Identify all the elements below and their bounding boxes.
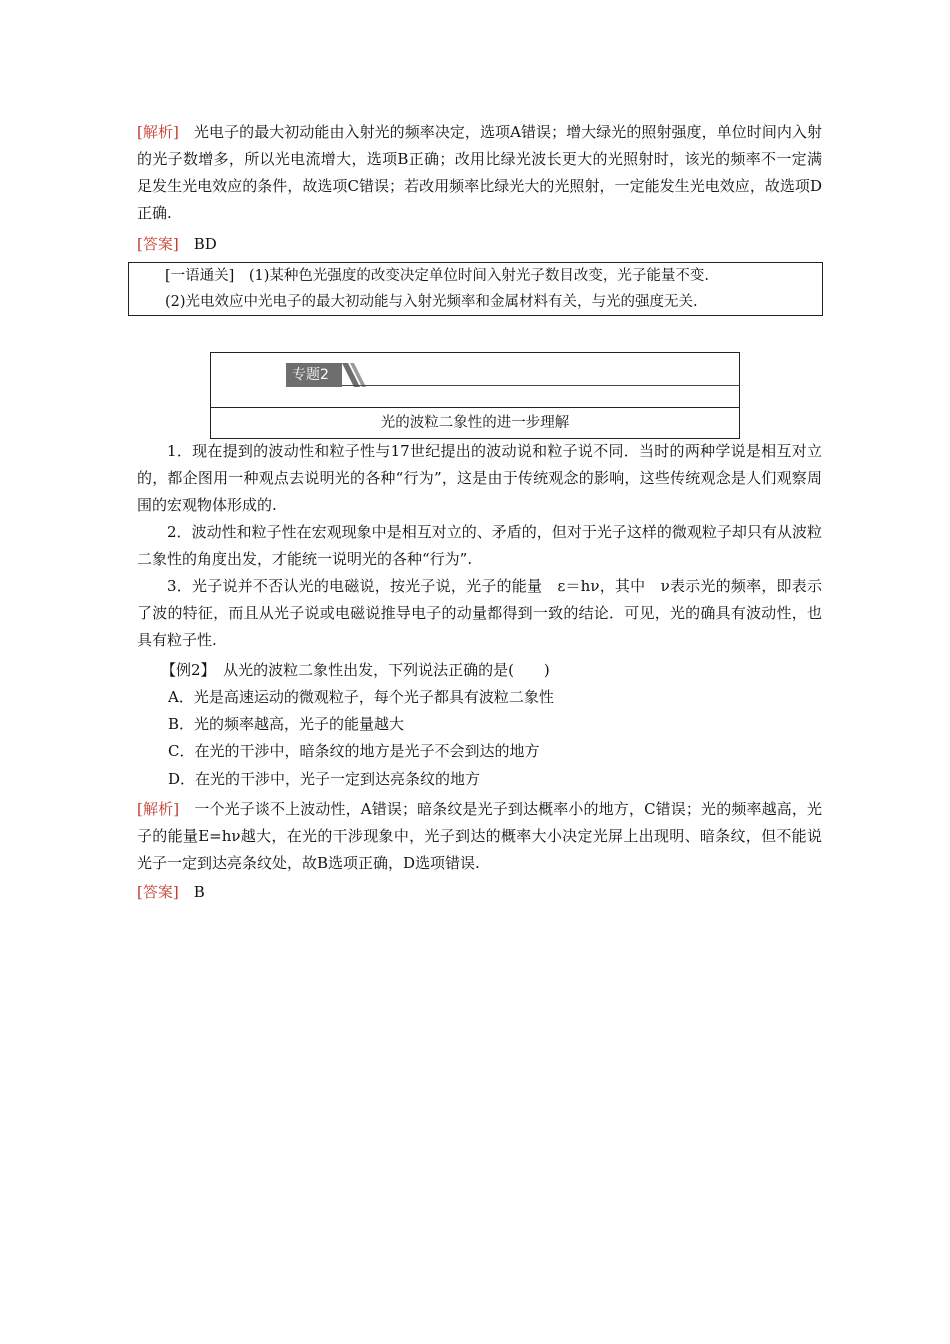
analysis-1: [137, 119, 822, 227]
answer-value: B: [193, 883, 205, 901]
summary-line-2: (2)光电效应中光电子的最大初动能与入射光频率和金属材料有关，与光的强度无关.: [165, 294, 698, 310]
analysis-text: 光电子的最大初动能由入射光的频率决定，选项A错误；增大绿光的照射强度，单位时间内入射的光子数增多，所以光电流增大，选项B正确；改用比绿光波长更大的光照射时，该光的频率不一定满足发生光电效应的条件，故选项C错误；若改用频率比绿光大的光照射，一定能发生光电效应，故选项D正确.: [137, 123, 822, 222]
analysis-2: [137, 796, 822, 877]
answer-1: [137, 231, 822, 258]
example-question: 从光的波粒二象性出发，下列说法正确的是( ): [223, 661, 550, 679]
analysis-tag: [解析]: [137, 123, 179, 141]
point-1: 1．现在提到的波动性和粒子性与17世纪提出的波动说和粒子说不同．当时的两种学说是相互对立的，都企图用一种观点去说明光的各种“行为”，这是由于传统观念的影响，这些传统观念是人们观察周围的宏观物体形成的.: [137, 442, 822, 514]
summary-tag: [一语通关]: [165, 268, 235, 284]
option-c: C．在光的干涉中，暗条纹的地方是光子不会到达的地方: [168, 742, 540, 760]
topic-title: 光的波粒二象性的进一步理解: [211, 407, 739, 439]
stripe-icon: [342, 363, 368, 387]
answer-tag: [答案]: [137, 883, 179, 901]
option-d: D．在光的干涉中，光子一定到达亮条纹的地方: [168, 770, 481, 788]
answer-2: [137, 879, 822, 906]
analysis-tag: [解析]: [137, 800, 180, 818]
option-a: A．光是高速运动的微观粒子，每个光子都具有波粒二象性: [168, 688, 554, 706]
summary-box: [128, 262, 823, 316]
point-2: 2．波动性和粒子性在宏观现象中是相互对立的、矛盾的，但对于光子这样的微观粒子却只有从波粒二象性的角度出发，才能统一说明光的各种“行为”.: [137, 523, 822, 568]
summary-line-1: [一语通关] (1)某种色光强度的改变决定单位时间入射光子数目改变，光子能量不变.: [165, 268, 709, 284]
example-2: [137, 657, 822, 684]
point-3: 3．光子说并不否认光的电磁说，按光子说，光子的能量 ε＝hν，其中 ν表示光的频率，即表示了波的特征，而且从光子说或电磁说推导电子的动量都得到一致的结论．可见，光的确具有波动性，也具有粒子性.: [137, 577, 822, 649]
topic-rule: [342, 385, 740, 386]
topic-box: [210, 352, 740, 439]
option-b: B．光的频率越高，光子的能量越大: [168, 715, 405, 733]
example-tag: 【例2】: [161, 661, 209, 679]
analysis-text: 一个光子谈不上波动性，A错误；暗条纹是光子到达概率小的地方，C错误；光的频率越高，光子的能量E=hν越大，在光的干涉现象中，光子到达的概率大小决定光屏上出现明、暗条纹，但不能说光子一定到达亮条纹处，故B选项正确，D选项错误.: [137, 800, 822, 872]
answer-tag: [答案]: [137, 235, 179, 253]
topic-badge-label: 专题2: [286, 363, 342, 387]
answer-value: BD: [193, 235, 217, 253]
